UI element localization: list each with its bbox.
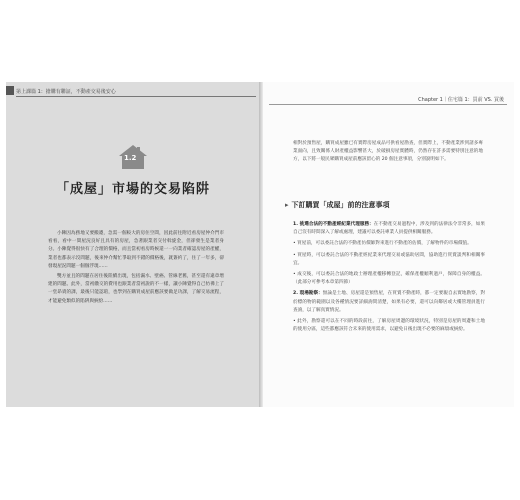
checklist-item-text: 在不動產交易過程中，涉及到的法律法令非常多，如果自己沒有時間深入了解或處理，建議可以委託專業人員提供相關服務。 [293,222,485,236]
book-spread [6,82,514,407]
left-header-rule [16,96,256,97]
intro-text [293,140,483,168]
subheading [285,200,390,210]
checklist-item-title: 1. 挑選合法的不動產經紀業代理服務： [293,222,374,227]
checklist-item [293,271,485,287]
checklist-item [293,318,485,334]
checklist-item [293,240,485,248]
checklist-item [293,221,485,237]
checklist-item-title: 2. 現場勘察： [293,291,323,297]
chapter-tab-marker [6,86,14,95]
checklist-item-text: 無論是土地、房屋還是預售屋，在買賣不動產時，都一定要親自去實地勘察，對於標的物的範圍以及各種情況要詳細詢問清楚，如果有必要，還可以向鄰居或大樓管理員進行查詢，以了解真實情況。 [293,291,485,313]
checklist-item-text: • 買屋前，可以委託合法的不動產仿價師對來進行不動產的估價，了解物件的市場價值。 [293,241,472,247]
section-title: 「成屋」市場的交易陷阱 [55,182,210,197]
story-paragraph-2: 雙方並且的問題在居住後陸續出現，包括漏水、壁癌、管線老舊，甚至還有違章增建的問題。此外，當初繳交的費用也跟業者當初說的不一樣，讓小陳覺得自己彷彿上了一堂昂貴的課，最後只能認賠，也學到在購買成屋前應該要做足功課，了解交易流程，才能避免類似的陷阱與糾紛…… [48,274,224,304]
left-running-header: 第上課篇 1：搶購有聯証，不動產交易後安心 [16,89,116,95]
checklist-item [293,252,485,268]
arrow-icon: ▸ [285,201,289,209]
left-page [6,82,260,407]
subheading-label: 下訂購買「成屋」前的注意事項 [291,201,390,209]
story-text [48,230,224,308]
right-running-header: Chapter 1｜住宅篇 1：買前 VS. 買後 [418,97,504,103]
checklist-item-text: • 此外，勘察還可以在不同的時段前往，了解房屋周邊的環境狀況，特別是房屋的周邊和土地的使用分區，這些都應該符合未來的使用需求，以避免日後出現不必要的麻煩或糾紛。 [293,319,485,333]
right-header-rule [269,104,507,105]
intro-paragraph: 相對於預售屋，購買成屋雖已有實際房屋成品可供看屋勘查，但實際上，不動產業涉到諸多專業面向，且致關係人財產權益影響甚大，於破損房屋實體時，仍然存在許多需要特別注意的地方，以下將一般民眾購買成屋前應該留心的 20 個注意事項，分別說明如下。 [293,141,483,163]
checklist-item-text: • 買屋時，可以委託合法的不動產經紀業來代理交易或協助居間，協助進行買賣談判和相關事宜。 [293,252,485,266]
checklist-item-text: • 成交後，可以委託合法的地政士辦理產權移轉登記，確保產權順利過戶，保障自身的權益。（此部分可參考本章第四節） [293,272,485,286]
section-number: 1.2 [124,154,137,162]
story-paragraph-1: 小陳因為務地又要搬遷，急需一個較大的房住空間，因此前往附近看房屋仲介門市看看，看中一間屋況良好且具有的房屋，急著跟業者交付斡旋金，但卻發生是業者身分。小陳覺得很快有了合理的價格，而且當初看房時候還一一向業者確認房屋的產權，業者也都表示沒問題，後來仲介幫忙爭取到不錯的價格後，就簽約了，住了一年多，卻發現屋況問題一個個浮現…… [48,231,224,269]
checklist-item [293,290,485,315]
checklist [293,221,485,337]
right-page [263,82,514,407]
